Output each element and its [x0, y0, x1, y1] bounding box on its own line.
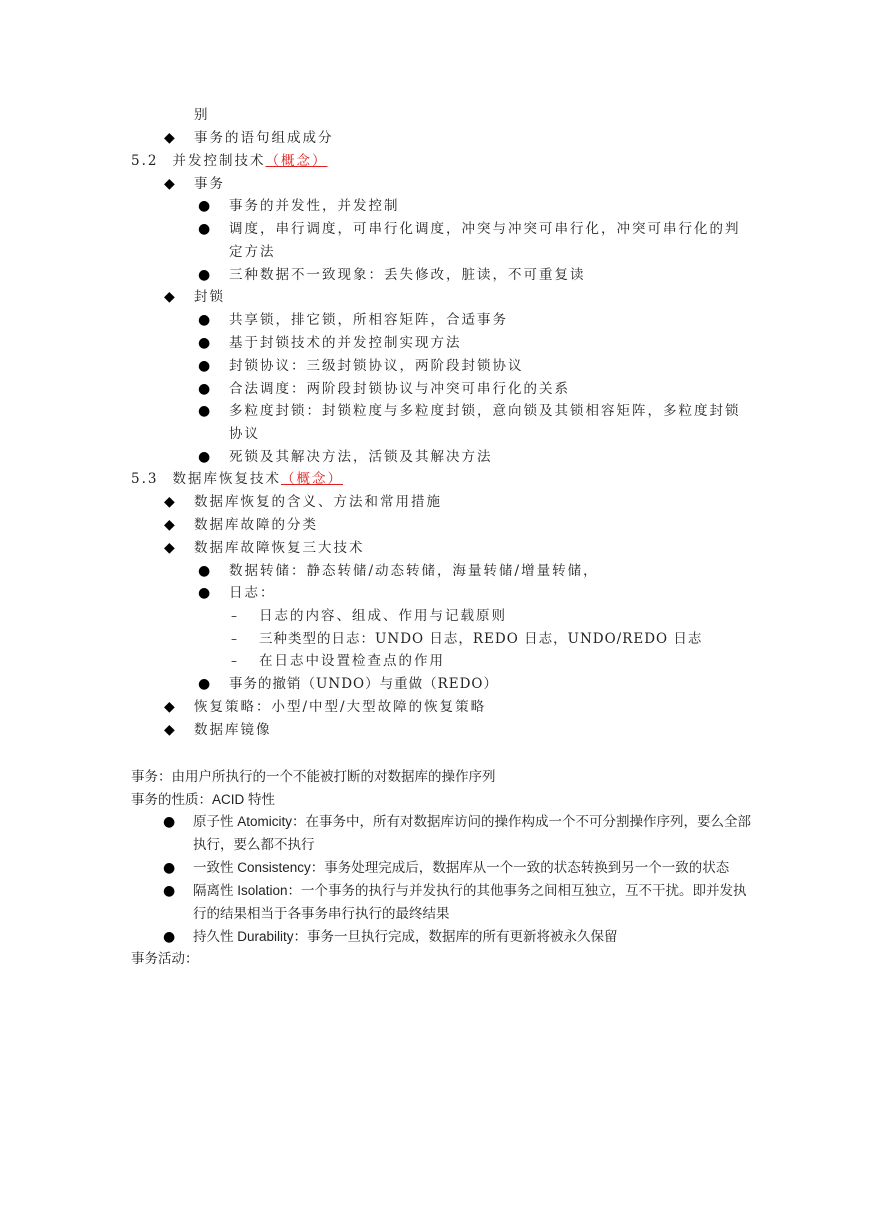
- list-item: 数据转储：静态转储/动态转储，海量转储/增量转储，: [229, 563, 599, 579]
- acid-item-continuation: 行的结果相当于各事务串行执行的最终结果: [193, 906, 450, 921]
- continuation-text: 别: [194, 107, 210, 123]
- list-item: 三种数据不一致现象：丢失修改，脏读，不可重复读: [229, 267, 586, 283]
- diamond-bullet-icon: ◆: [164, 722, 175, 738]
- round-bullet-icon: ●: [198, 267, 211, 283]
- list-item: 日志：: [229, 585, 276, 601]
- dash-bullet-icon: –: [231, 609, 237, 623]
- section-heading-5-2: [131, 152, 327, 170]
- round-bullet-icon: ●: [198, 676, 211, 692]
- transaction-definition: 事务：由用户所执行的一个不能被打断的对数据库的操作序列: [131, 769, 496, 784]
- diamond-bullet-icon: ◆: [164, 494, 175, 510]
- list-item: 在日志中设置检查点的作用: [259, 653, 445, 669]
- list-item: 恢复策略：小型/中型/大型故障的恢复策略: [194, 699, 487, 715]
- list-item: 事务: [194, 176, 225, 192]
- list-item: 数据库恢复的含义、方法和常用措施: [194, 494, 442, 510]
- round-bullet-icon: ●: [198, 563, 211, 579]
- diamond-bullet-icon: ◆: [164, 176, 175, 192]
- list-item: 日志的内容、组成、作用与记载原则: [259, 608, 507, 624]
- round-bullet-icon: ●: [163, 929, 176, 945]
- list-item: 数据库镜像: [194, 722, 272, 738]
- acid-item-atomicity: 原子性 Atomicity：在事务中，所有对数据库访问的操作构成一个不可分割操作序列，要么全部: [193, 814, 752, 829]
- diamond-bullet-icon: ◆: [164, 130, 175, 146]
- round-bullet-icon: ●: [163, 814, 176, 830]
- properties-heading: 事务的性质：ACID 特性: [131, 792, 276, 807]
- list-item: 数据库故障恢复三大技术: [194, 540, 365, 556]
- round-bullet-icon: ●: [198, 381, 211, 397]
- list-item-continuation: 协议: [229, 426, 260, 442]
- section-title: 数据库恢复技术: [172, 471, 281, 487]
- round-bullet-icon: ●: [163, 860, 176, 876]
- round-bullet-icon: ●: [198, 221, 211, 237]
- list-item: 数据库故障的分类: [194, 517, 318, 533]
- acid-item-isolation: 隔离性 Isolation：一个事务的执行与并发执行的其他事务之间相互独立，互不干扰。即并发执: [193, 883, 747, 898]
- list-item: 共享锁，排它锁，所相容矩阵，合适事务: [229, 312, 508, 328]
- round-bullet-icon: ●: [198, 312, 211, 328]
- list-item-continuation: 定方法: [229, 244, 276, 260]
- diamond-bullet-icon: ◆: [164, 517, 175, 533]
- acid-item-continuation: 执行，要么都不执行: [193, 837, 315, 852]
- concept-tag: （概念）: [280, 471, 343, 487]
- activities-heading: 事务活动：: [131, 951, 199, 966]
- diamond-bullet-icon: ◆: [164, 540, 175, 556]
- list-item: 基于封锁技术的并发控制实现方法: [229, 335, 462, 351]
- list-item: 死锁及其解决方法，活锁及其解决方法: [229, 449, 493, 465]
- list-item: 封锁: [194, 289, 225, 305]
- round-bullet-icon: ●: [198, 403, 211, 419]
- diamond-bullet-icon: ◆: [164, 699, 175, 715]
- diamond-bullet-icon: ◆: [164, 289, 175, 305]
- dash-bullet-icon: –: [231, 632, 237, 646]
- list-item: 事务的并发性，并发控制: [229, 198, 400, 214]
- acid-item-consistency: 一致性 Consistency：事务处理完成后，数据库从一个一致的状态转换到另一个一致的状态: [193, 860, 730, 875]
- list-item: 调度，串行调度，可串行化调度，冲突与冲突可串行化，冲突可串行化的判: [229, 221, 741, 237]
- round-bullet-icon: ●: [163, 883, 176, 899]
- list-item: 合法调度：两阶段封锁协议与冲突可串行化的关系: [229, 381, 570, 397]
- concept-tag: （概念）: [265, 153, 328, 169]
- list-item: 封锁协议：三级封锁协议，两阶段封锁协议: [229, 358, 524, 374]
- section-title: 并发控制技术: [172, 153, 266, 169]
- list-item: 事务的语句组成成分: [194, 130, 334, 146]
- round-bullet-icon: ●: [198, 449, 211, 465]
- section-number: 5.2: [131, 153, 159, 169]
- round-bullet-icon: ●: [198, 335, 211, 351]
- round-bullet-icon: ●: [198, 358, 211, 374]
- round-bullet-icon: ●: [198, 585, 211, 601]
- list-item: 多粒度封锁：封锁粒度与多粒度封锁，意向锁及其锁相容矩阵，多粒度封锁: [229, 403, 741, 419]
- round-bullet-icon: ●: [198, 198, 211, 214]
- dash-bullet-icon: –: [231, 654, 237, 668]
- list-item: 事务的撤销（UNDO）与重做（REDO）: [229, 676, 498, 692]
- list-item: 三种类型的日志：UNDO 日志，REDO 日志，UNDO/REDO 日志: [259, 631, 703, 647]
- section-heading-5-3: [131, 470, 343, 488]
- section-number: 5.3: [131, 471, 159, 487]
- acid-item-durability: 持久性 Durability：事务一旦执行完成，数据库的所有更新将被永久保留: [193, 929, 618, 944]
